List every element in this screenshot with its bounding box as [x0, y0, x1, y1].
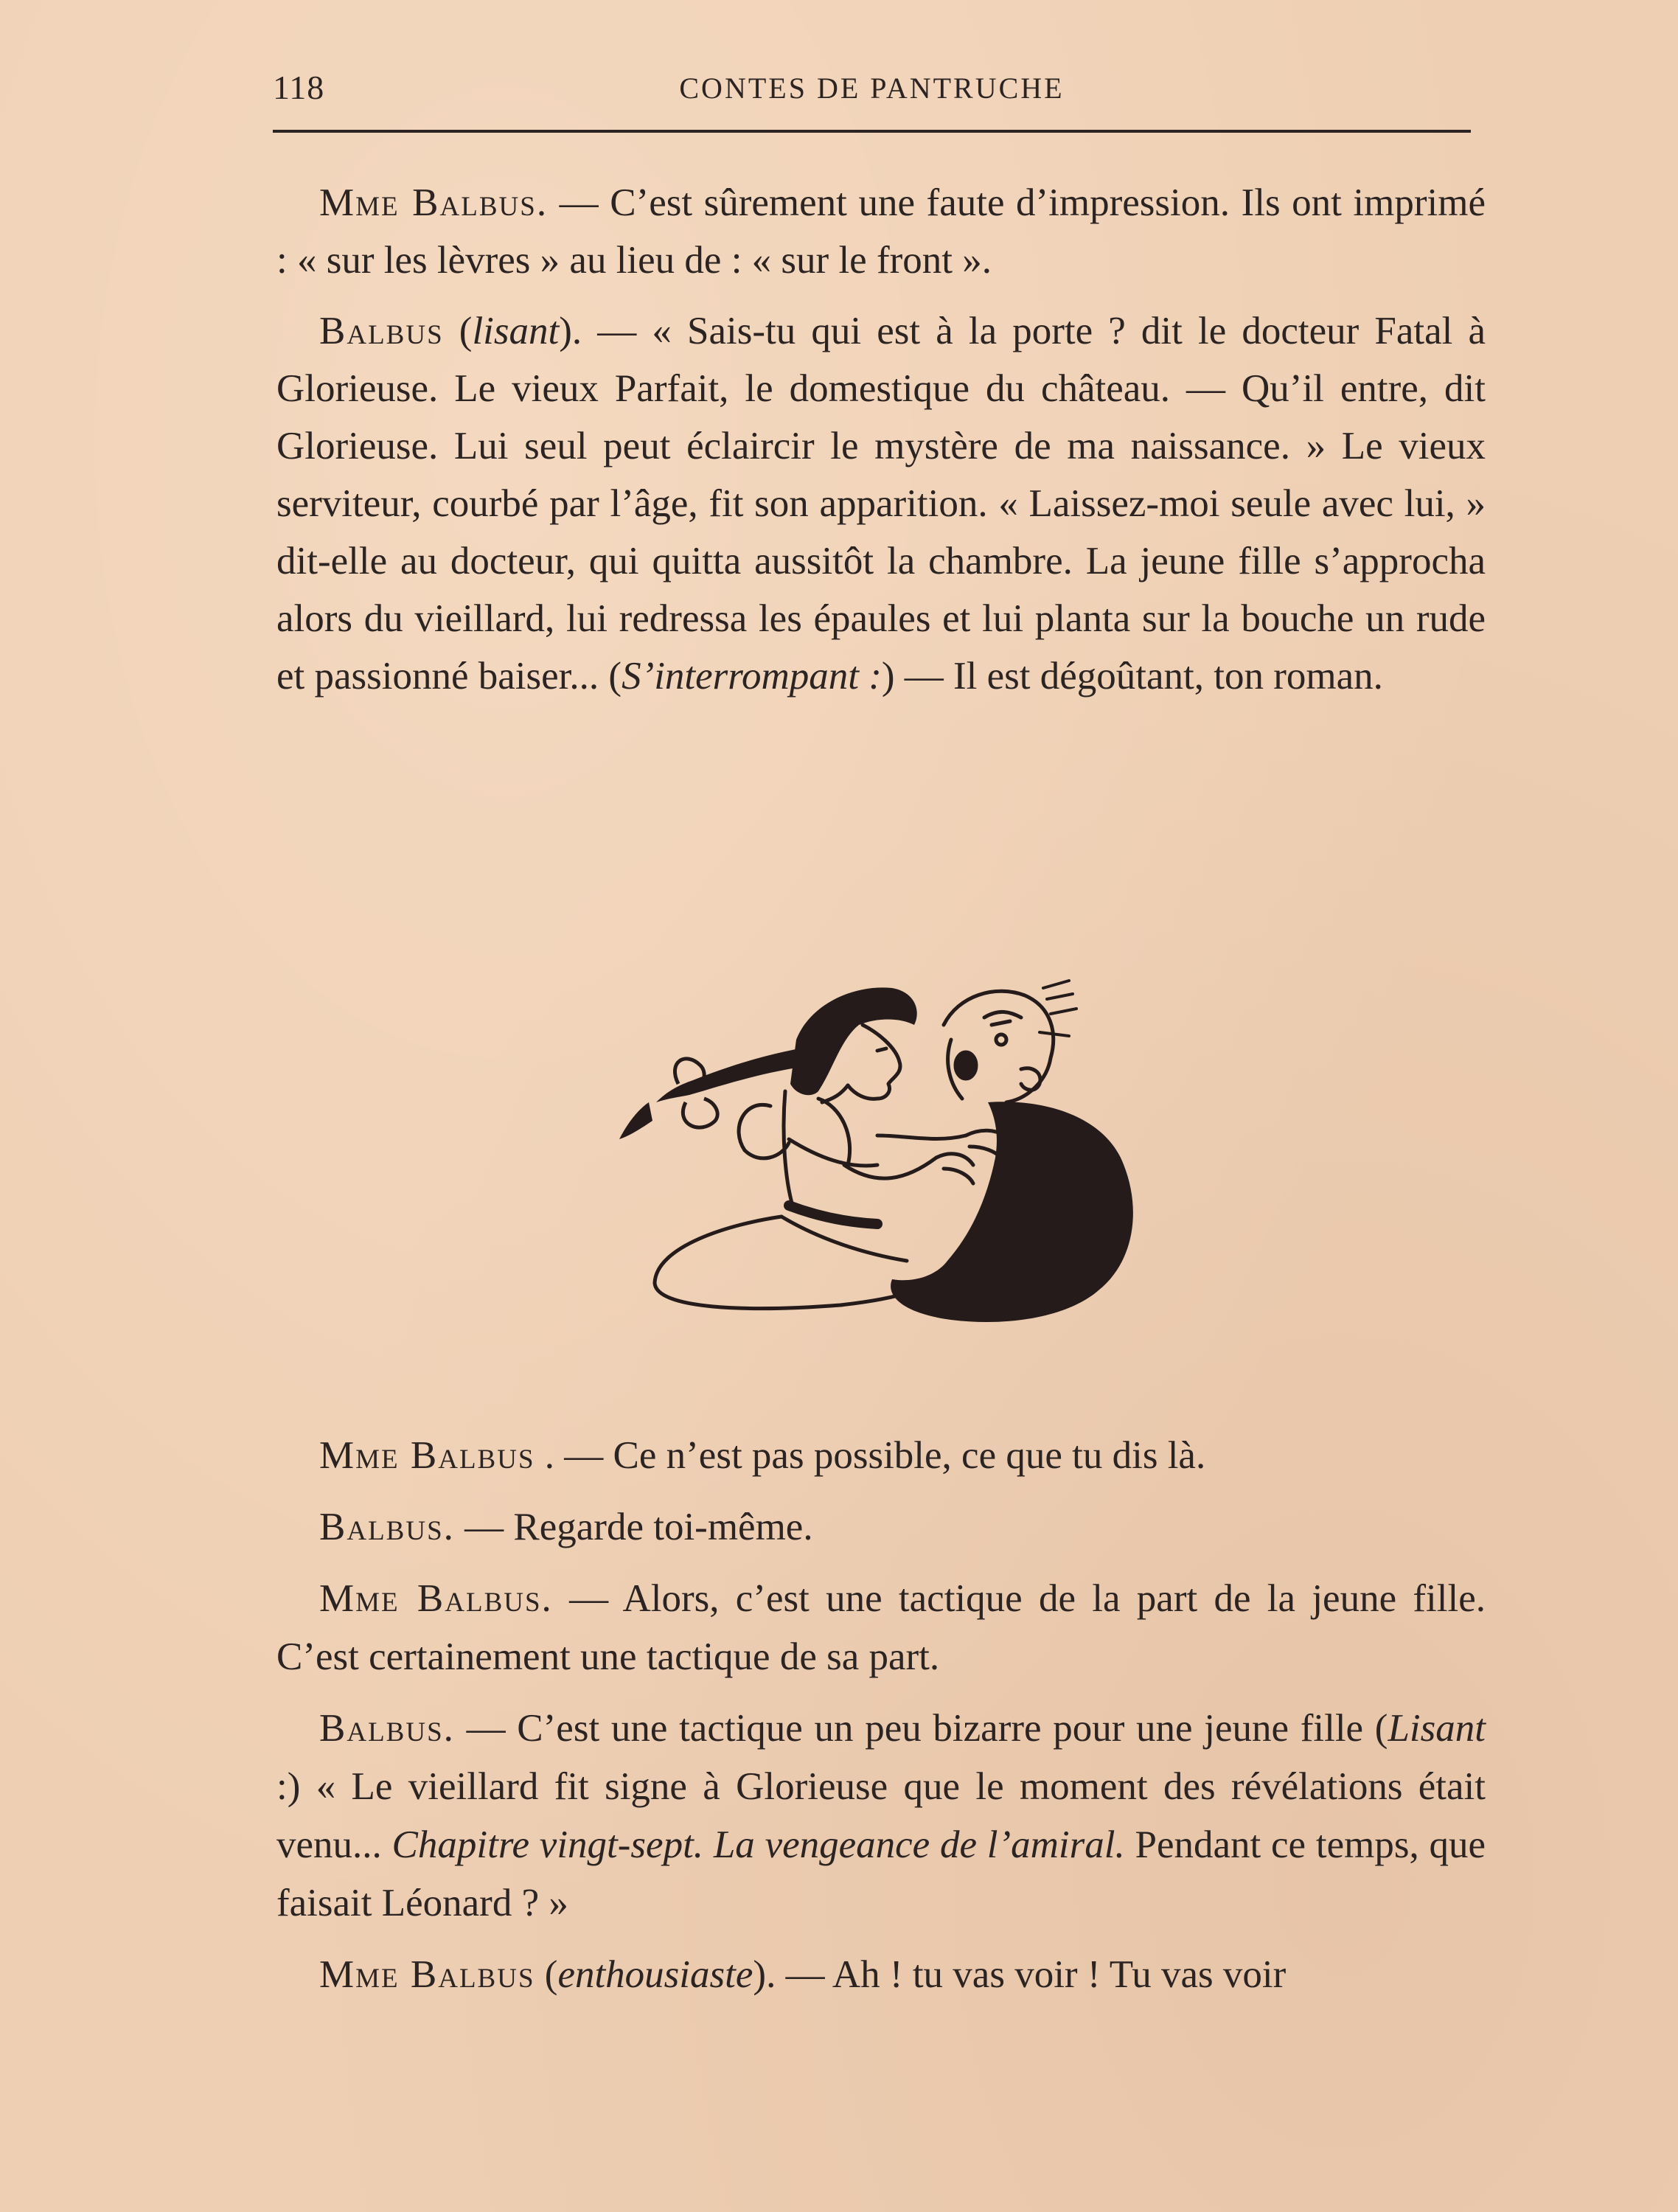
stage-direction: lisant — [472, 310, 560, 352]
speaker-name: Mme Balbus — [319, 1953, 535, 1996]
speaker-name: Balbus. — [319, 1707, 455, 1750]
dialogue-text: . — « Sais-tu qui est à la porte ? dit le docteur Fatal à Glorieuse. Le vieux Parfait, le domestique du château. — Qu’il entre, dit Glorieuse. Lui seul peut éclaircir le mystère de ma naissance. » Le vieux serviteur, courbé par l’âge, fit son apparition. « Laissez-moi seule avec lui, » dit-elle au docteur, qui quitta aussitôt la chambre. La jeune fille s’approcha alors du vieillard, lui redressa les épaules et lui planta sur la bouche un rude et passionné baiser... — [276, 310, 1486, 698]
speaker-name: Balbus. — [319, 1506, 455, 1548]
illustration-girl-kissing-old-man — [597, 914, 1187, 1342]
paragraph — [276, 1700, 1486, 1933]
dialogue-text: — Regarde toi-même. — [454, 1506, 813, 1548]
stage-direction: S’interrompant : — [622, 655, 882, 698]
text-block-bottom — [276, 1427, 1486, 2017]
paragraph: Mme Balbus (enthousiaste). — Ah ! tu vas voir ! Tu vas voir — [319, 1953, 1287, 1996]
paragraph: Balbus (lisant). — « Sais-tu qui est à la porte ? dit le docteur Fatal à Glorieuse. Le vieux Parfait, le domestique du château. — Qu’il entre, dit Glorieuse. Lui seul peut éclaircir le mystère de ma naissance. » Le vieux serviteur, courbé par l’âge, fit son apparition. « Laissez-moi seule avec lui, » dit-elle au docteur, qui quitta aussitôt la chambre. La jeune fille s’approcha alors du vieillard, lui redressa les épaules et lui planta sur la bouche un rude et passionné baiser... (S’interrompant :) — Il est dégoûtant, ton roman. — [276, 310, 1486, 698]
speaker-name: Mme Balbus. — [319, 181, 549, 224]
header-rule — [273, 130, 1471, 133]
paragraph — [276, 174, 1486, 289]
speaker-name: Mme Balbus — [319, 1434, 535, 1477]
stage-direction: enthousiaste — [557, 1953, 753, 1996]
dialogue-text: . — Ce n’est pas possible, ce que tu dis là. — [535, 1434, 1206, 1477]
paragraph — [276, 1427, 1486, 1485]
speaker-name: Mme Balbus. — [319, 1577, 553, 1620]
chapter-title: Chapitre vingt-sept. La vengeance de l’amiral. — [391, 1823, 1125, 1866]
dialogue-text: :) « Le vieillard fit signe à Glorieuse que le moment des révélations était venu... — [276, 1765, 1486, 1866]
dialogue-text: Pendant ce temps, que faisait Léonard ? » — [276, 1823, 1486, 1924]
running-title: CONTES DE PANTRUCHE — [679, 72, 1065, 105]
stage-direction: Lisant — [1388, 1707, 1486, 1750]
page-number: 118 — [273, 69, 325, 106]
dialogue-text: — Alors, c’est une tactique de la part de la jeune fille. C’est certainement une tactique de sa part. — [276, 1577, 1486, 1678]
dialogue-text: . — Ah ! tu vas voir ! Tu vas voir — [766, 1953, 1287, 1996]
paragraph — [276, 1498, 1486, 1557]
paragraph — [276, 1570, 1486, 1686]
dialogue-text: — Il est dégoûtant, ton roman. — [894, 655, 1383, 698]
running-header — [273, 68, 1471, 119]
dialogue-text: — C’est sûrement une faute d’impression. Ils ont imprimé : « sur les lèvres » au lieu de : « sur le front ». — [276, 181, 1486, 282]
speaker-name: Balbus — [319, 310, 444, 352]
dialogue-text: — C’est une tactique un peu bizarre pour une jeune fille ( — [454, 1707, 1388, 1750]
text-block-top — [276, 174, 1486, 718]
